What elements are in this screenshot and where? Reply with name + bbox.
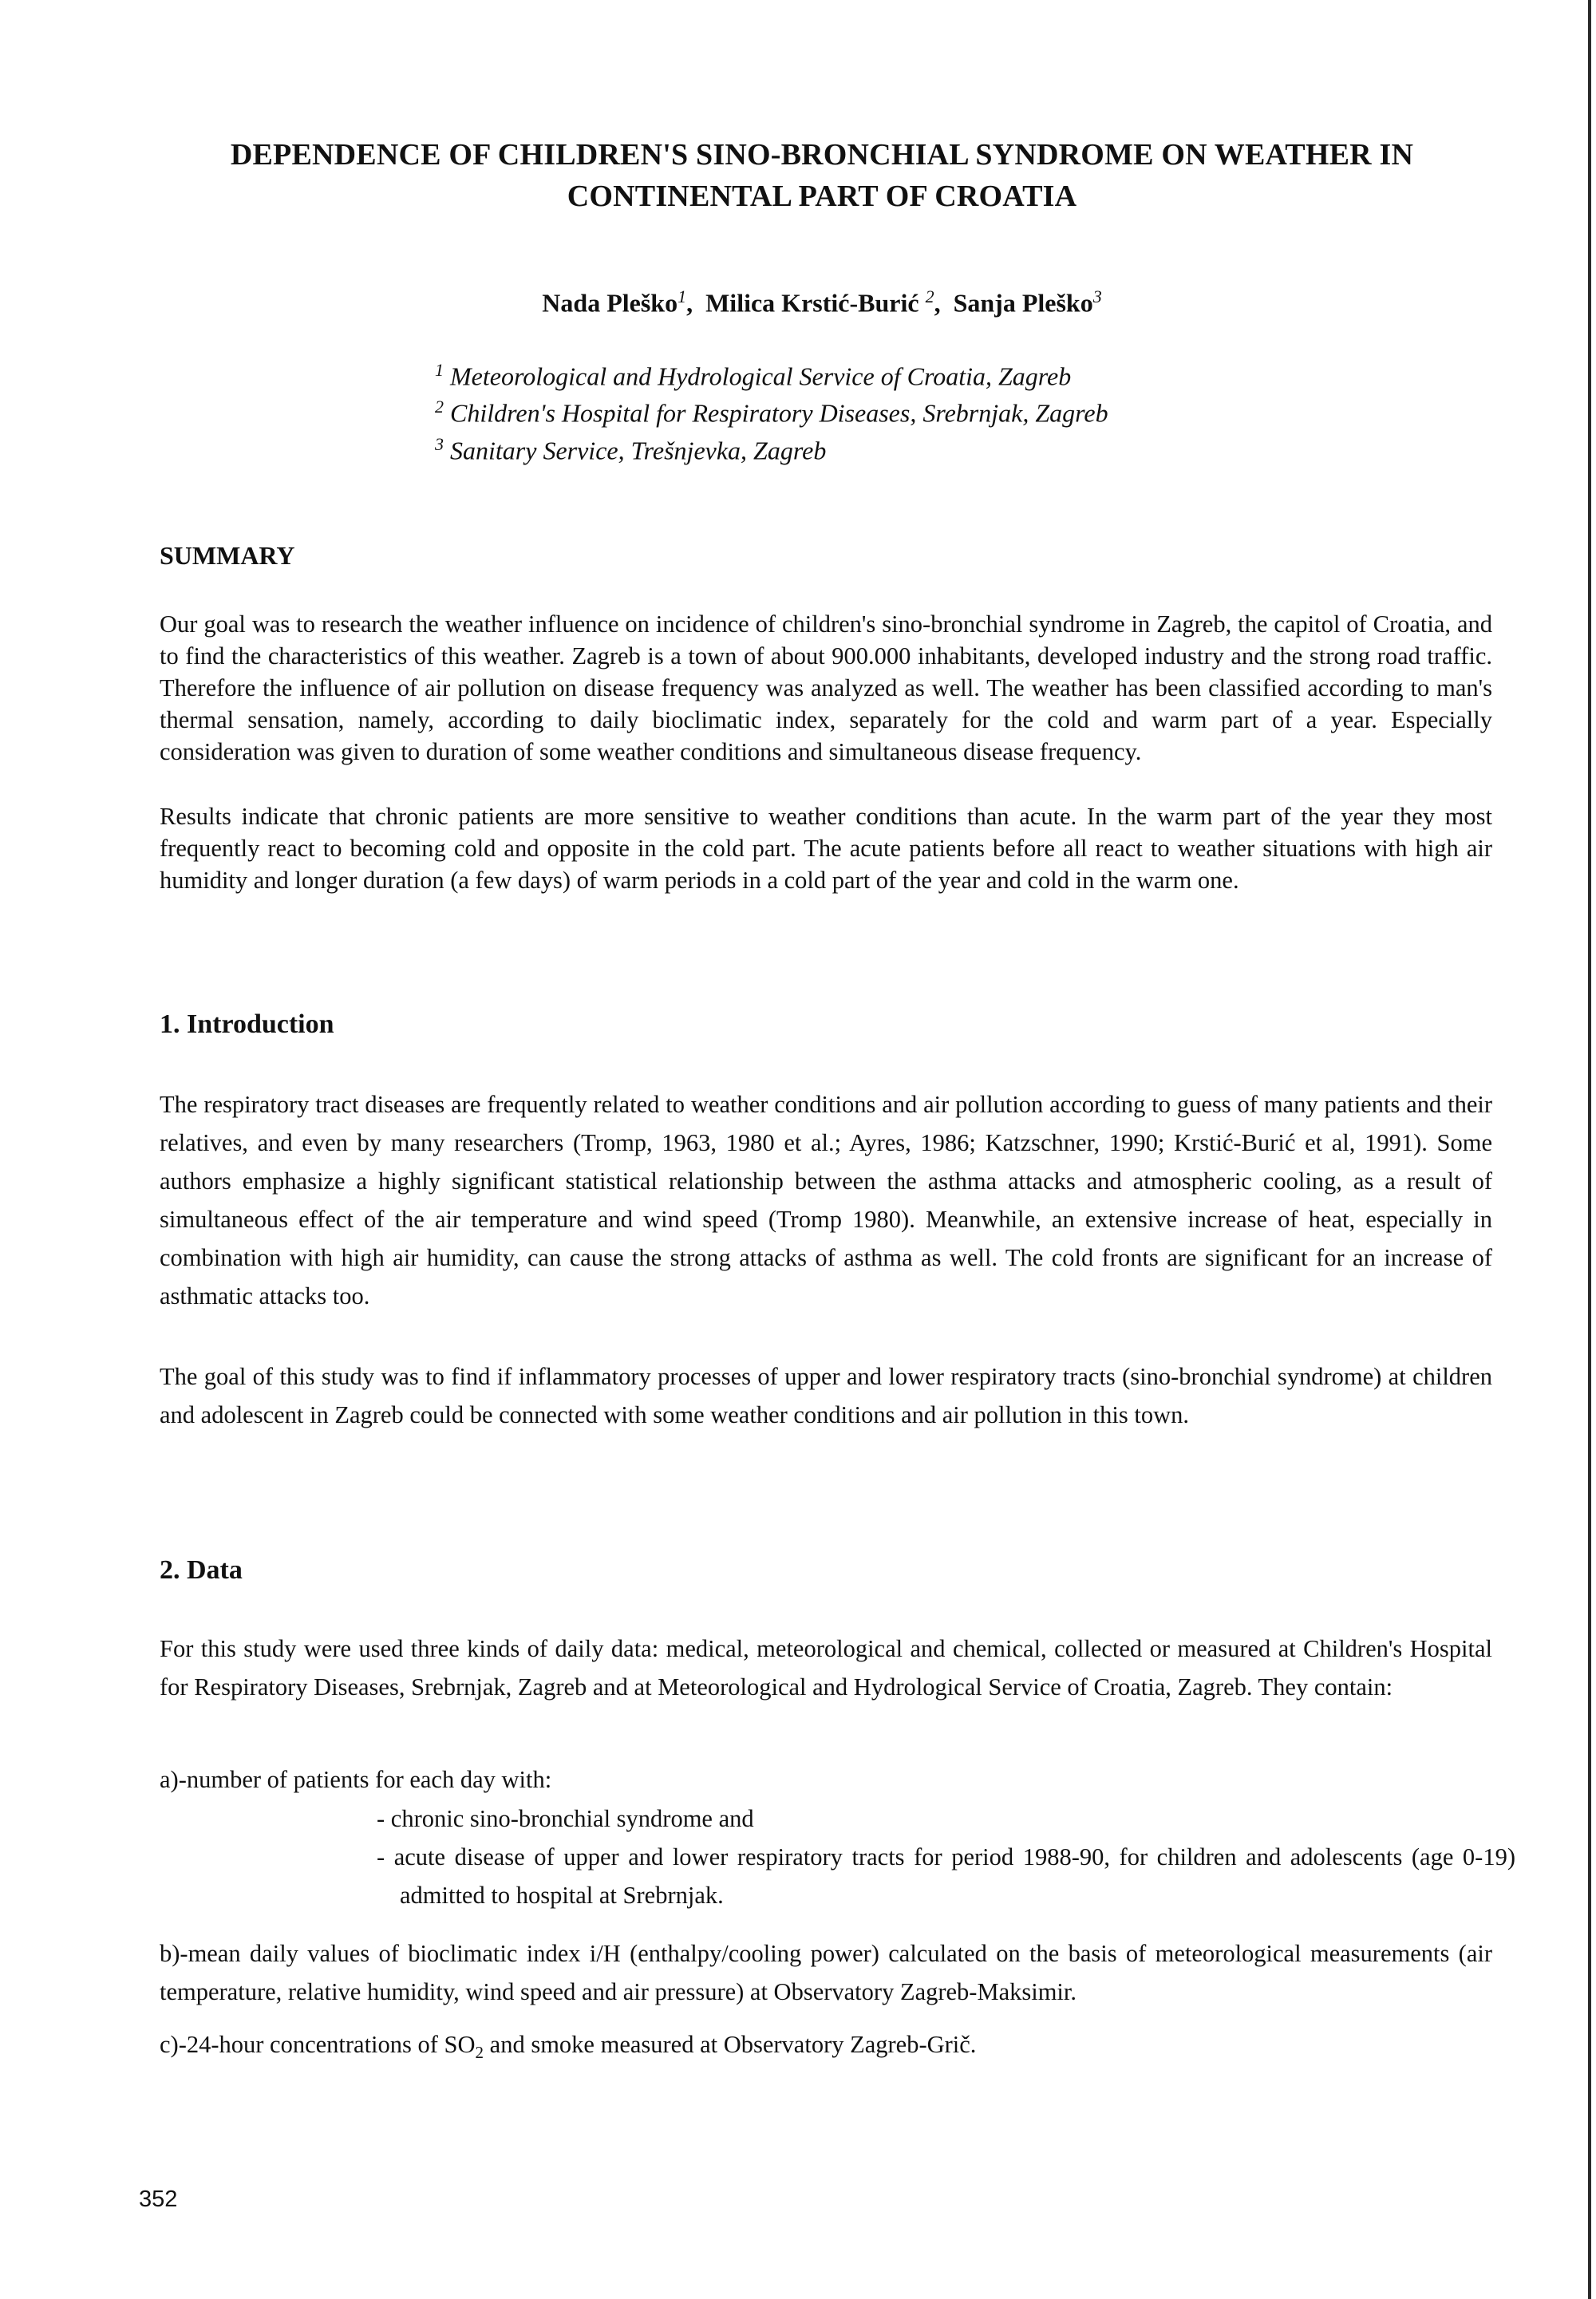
page-number: 352 (139, 2186, 178, 2212)
author-separator: , (934, 288, 954, 318)
author-name: Nada Pleško (542, 288, 678, 318)
scan-edge-line (1588, 0, 1591, 2299)
item-c-text-end: and smoke measured at Observatory Zagreb-Grič. (484, 2031, 977, 2058)
affiliation-mark: 3 (435, 434, 444, 454)
author-list (160, 281, 1484, 319)
data-paragraph-1: For this study were used three kinds of daily data: medical, meteorological and chemical, collected or measured at Children's Hospital for Respiratory Diseases, Srebrnjak, Zagreb and at Meteorological and Hydrological Service of Croatia, Zagreb. They contain: (160, 1635, 1492, 1701)
title-line-1: DEPENDENCE OF CHILDREN'S SINO-BRONCHIAL SYNDROME ON WEATHER IN (230, 138, 1414, 172)
paper-title (160, 134, 1484, 217)
affiliation-2 (435, 391, 1393, 429)
introduction-paragraph-2: The goal of this study was to find if inflammatory processes of upper and lower respiratory tracts (sino-bronchial syndrome) at children and adolescent in Zagreb could be connected with some weather conditions and air pollution in this town. (160, 1363, 1492, 1428)
data-sublist-item-1: - chronic sino-bronchial syndrome and (377, 1805, 754, 1832)
data-heading: 2. Data (160, 1555, 243, 1585)
author-mark: 3 (1092, 286, 1102, 306)
so2-subscript: 2 (475, 2043, 484, 2063)
data-list-item-b: b)-mean daily values of bioclimatic index i/H (enthalpy/cooling power) calculated on the basis of meteorological measurements (air temperature, relative humidity, wind speed and air pressure) at Observatory Zagreb-Maksimir. (160, 1940, 1492, 2005)
affiliation-text: Children's Hospital for Respiratory Diseases, Srebrnjak, Zagreb (444, 398, 1108, 428)
author-separator: , (686, 288, 706, 318)
title-line-2: CONTINENTAL PART OF CROATIA (567, 180, 1077, 213)
affiliation-mark: 1 (435, 360, 444, 380)
author-mark: 1 (678, 286, 687, 306)
affiliation-text: Sanitary Service, Trešnjevka, Zagreb (444, 436, 827, 465)
data-list-item-c (160, 2025, 1492, 2072)
summary-heading: SUMMARY (160, 541, 295, 570)
data-sublist-item-2: - acute disease of upper and lower respiratory tracts for period 1988-90, for children and adolescents (age 0-19) admitted to hospital at Srebrnjak. (377, 1843, 1515, 1909)
introduction-paragraph-1: The respiratory tract diseases are frequently related to weather conditions and air pollution according to guess of many patients and their relatives, and even by many researchers (Tromp, 1963, 1980 et al.; Ayres, 1986; Katzschner, 1990; Krstić-Burić et al, 1991). Some authors emphasize a highly significant statistical relationship between the asthma attacks and atmospheric cooling, as a result of simultaneous effect of the air temperature and wind speed (Tromp 1980). Meanwhile, an extensive increase of heat, especially in combination with high air humidity, can cause the strong attacks of asthma as well. The cold fronts are significant for an increase of asthmatic attacks too. (160, 1091, 1492, 1309)
summary-paragraph-1: Our goal was to research the weather influence on incidence of children's sino-bronchial syndrome in Zagreb, the capitol of Croatia, and to find the characteristics of this weather. Zagreb is a town of about 900.000 inhabitants, developed industry and the strong road traffic. Therefore the influence of air pollution on disease frequency was analyzed as well. The weather has been classified according to man's thermal sensation, namely, according to daily bioclimatic index, separately for the cold and warm part of a year. Especially consideration was given to duration of some weather conditions and simultaneous disease frequency. (160, 610, 1492, 765)
affiliation-3 (435, 429, 1393, 467)
summary-paragraph-2: Results indicate that chronic patients are more sensitive to weather conditions than acute. In the warm part of the year they most frequently react to becoming cold and opposite in the cold part. The acute patients before all react to weather situations with high air humidity and longer duration (a few days) of warm periods in a cold part of the year and cold in the warm one. (160, 803, 1492, 894)
affiliation-mark: 2 (435, 397, 444, 417)
item-c-text: c)-24-hour concentrations of SO (160, 2031, 476, 2058)
author-name: Sanja Pleško (953, 288, 1093, 318)
author-mark: 2 (925, 286, 934, 306)
author-name: Milica Krstić-Burić (705, 288, 926, 318)
affiliation-text: Meteorological and Hydrological Service of Croatia, Zagreb (444, 361, 1072, 391)
affiliation-1 (435, 354, 1393, 393)
data-list-item-a: a)-number of patients for each day with: (160, 1766, 552, 1793)
introduction-heading: 1. Introduction (160, 1009, 334, 1039)
